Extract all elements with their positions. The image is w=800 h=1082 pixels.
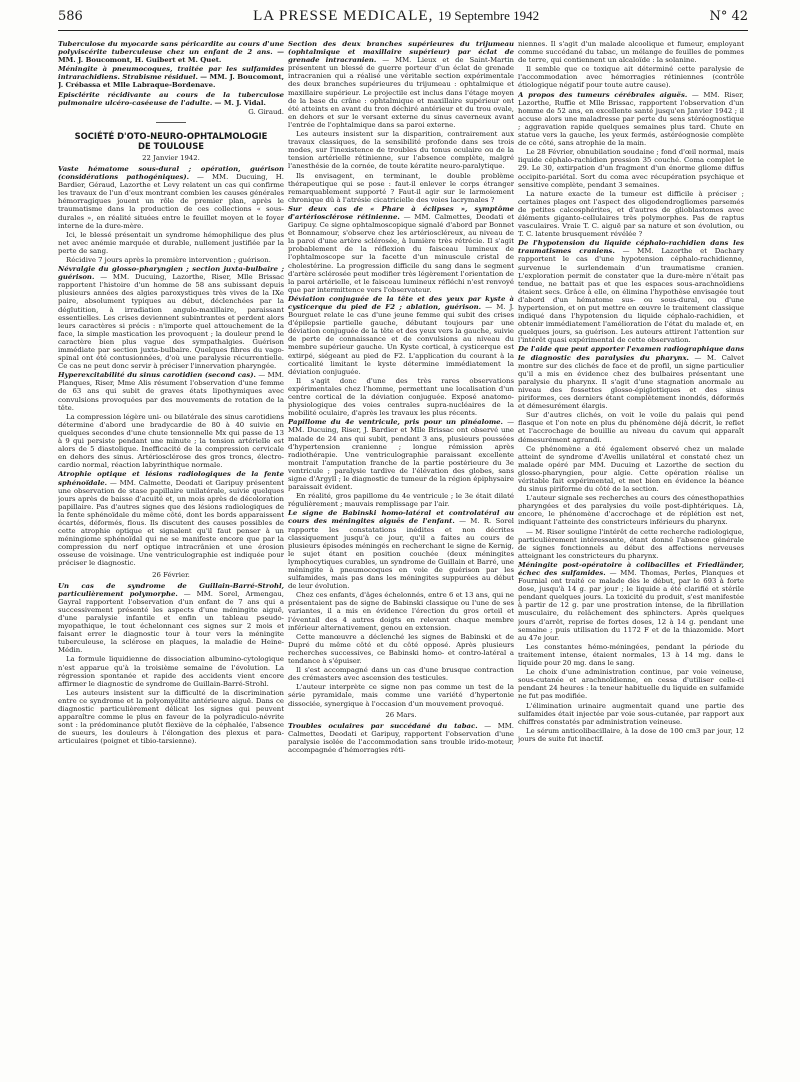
article-text: — MM. Calmette, Deodati et Garipuy présentent une observation de stase papillaire unilatérale, suivie quelques jours après de baisse d'acuité et, un mois après de décoloration papillaire. Pas d'autres signes que des lésions radiologiques de la fente sphénoïdale du même côté, dont les bords apparaissent écartés, déformés, flous. Ils discutent des causes possibles de cette atrophie optique et signalent qu'il faut penser à un méningiome sphénoïdal qui ne se manifeste encore que par la compression du nerf optique intracrânien et une érosion osseuse de voisinage. Une ventriculographie est indiquée pour préciser le diagnostic. xyxy=(58,478,284,568)
article xyxy=(518,561,744,642)
paragraph: Le 28 Février, obnubilation soudaine ; fond d'œil normal, mais liquide céphalo-rachidien pression 35 couché. Coma complet le 29. Le 30, extirpation d'un fragment d'un énorme gliome diffus occipito-pariétal. Sort du coma avec récupération psychique et sensitive complète, pendant 3 semaines. xyxy=(518,148,744,189)
article-title: Déviation conjuguée de la tête et des yeux par kyste à cysticerque du pied de F2 ; ablation, guérison. xyxy=(288,294,514,311)
article xyxy=(288,418,514,491)
column-1 xyxy=(58,40,284,1075)
article xyxy=(518,239,744,344)
article xyxy=(58,65,284,89)
article xyxy=(288,295,514,376)
paragraph: Récidive 7 jours après la première intervention ; guérison. xyxy=(66,255,271,264)
society-title-line-1: SOCIÉTÉ D'OTO-NEURO-OPHTALMOLOGIE xyxy=(74,130,268,141)
article-text: — MM. Riser, Lazorthe, Ruffie et Mlle Brissac, rapportent l'observation d'un homme de 52 ans, en excellente santé jusqu'en Janvier 1942 ; il accuse alors une maladresse par perte du sens stéréognostique ; aggravation rapide quelques semaines plus tard. Chute en statue vers la gauche, les yeux fermés, astéréognosie complète de ce côté, sans atrophie de la main. xyxy=(518,90,744,148)
article-title: Un cas de syndrome de Guillain-Barré-Strohl, particulièrement polymorphe. xyxy=(58,581,284,598)
journal-name: LA PRESSE MEDICALE, xyxy=(253,8,434,24)
column-3 xyxy=(518,40,744,1075)
article-text: — MM. Thomas, Perles, Planques et Fournial ont traité ce malade dès le début, par le 693 à forte dose, jusqu'à 14 g. par jour ; le liquide a été clarifié et stérile pendant quelques jours. La toxicité du produit, s'est manifestée à partir de 12 g. par une prostration intense, de la fibrillation musculaire, du relâchement des sphincters. Après quelques jours d'arrêt, reprise de fortes doses, 12 à 14 g. pendant une semaine ; puis utilisation du 1172 F et de la thiazomide. Mort au 47e jour. xyxy=(518,569,744,642)
article-text: — MM. Ducuing, Lazorthe, Riser, Mlle Brissac rapportent l'histoire d'un homme de 58 ans subissant depuis plusieurs années des algies paroxystiques très vives de la IXe paire, absolument typiques au début, déclenchées par la déglutition, à irradiation angulo-maxillaire, paraissant essentielles. Les crises deviennent subintrantes et perdent alors leurs caractères si précis : n'importe quel attouchement de la face, la simple mastication les provoquent ; la douleur prend le caractère bien plus vague des sympathalgies. Guérison immédiate par section juxta-bulbaire. Quelques fibres du vago-spinal ont été contusionnées, d'où une paralysie récurrentielle. Ce cas ne peut donc servir à préciser l'innervation pharyngée. xyxy=(58,273,284,371)
session-date: 26 Février. xyxy=(152,570,190,579)
article xyxy=(58,582,284,655)
article-text: — MM. Sorel, Armengau, Gayral rapportent l'observation d'un enfant de 7 ans qui a successivement présenté les aspects d'une méningite aiguë, d'une paralysie infantile et enfin un tableau pseudo-myopathique, le tout échelonnant ces signes sur 2 mois et faisant errer le diagnostic tour à tour vers la méningite tuberculeuse, la sclérose en plaques, la maladie de Heine-Médin. xyxy=(58,589,284,655)
article-title: De l'hypotension du liquide céphalo-rachidien dans les traumatismes craniens. xyxy=(518,239,744,256)
paragraph: Il s'est accompagné dans un cas d'une brusque contraction des crémasters avec ascension des testicules. xyxy=(288,666,514,683)
paragraph: Le choix d'une administration continue, par voie veineuse, sous-cutanée et arachnoïdienne, en cessa d'utiliser celle-ci pendant 24 heures : la teneur habituelle du liquide en sulfamide ne fut pas modifiée. xyxy=(518,668,744,701)
article-title: Sur deux cas de « Phare à éclipses », symptôme d'artériosclérose rétinienne. xyxy=(288,204,514,221)
journal-title xyxy=(253,8,539,25)
article xyxy=(288,722,514,754)
paragraph: La compression légère uni- ou bilatérale des sinus carotidiens détermine d'abord une bradycardie de 80 à 40 suivie en quelques secondes d'une chute tensionnelle Mx qui passe de 13 à 9 qui persiste pendant une minute ; la tension artérielle est alors de 5 diastolique. Inefficacité de la compression cervicale en dehors des sinus. Artériosclérose des gros troncs, électro-cardio normal, réaction labyrinthique normale. xyxy=(58,412,284,470)
paragraph: La formule liquidienne de dissociation albumino-cytologique n'est apparue qu'à la troisième semaine de l'évolution. La régression spontanée et rapide des accidents vient encore affirmer le diagnostic de syndrome de Guillain-Barré-Strohl. xyxy=(58,655,284,688)
article-text: — MM. Calmettes, Deodati et Garipuy. Ce signe ophtalmoscopique signalé d'abord par Bonnet et Bonnamour, s'observe chez les artérioscléreux, au niveau de la paroi d'une artère sclérosée, à lumière très rétrécie. Il s'agit probablement de la réflexion du faisceau lumineux de l'ophtalmoscope sur la facette d'un minuscule cristal de cholestérine. La progression difficile du sang dans le segment d'artère sclérosée peut modifier très légèrement l'orientation de la paroi artérielle, et le faisceau lumineux réfléchi n'est renvoyé que par intermittence vers l'observateur. xyxy=(288,212,514,294)
article-title: Papillome du 4e ventricule, pris pour un pinéalome. xyxy=(288,418,503,427)
article-title: De l'aide que peut apporter l'examen radiographique dans le diagnostic des paralysies du pharynx. xyxy=(518,345,744,362)
article xyxy=(58,40,284,64)
article-authors: — MM. J. Boucomont, H. Guibert et M. Quet. xyxy=(58,48,284,65)
article-title: Episclérite récidivante au cours de la tuberculose pulmonaire ulcéro-caséeuse de l'adulte. xyxy=(58,90,284,107)
paragraph: Sur d'autres clichés, on voit le voile du palais qui pend flasque et l'on note en plus du phénomène déjà décrit, le reflet et l'accrochage de bouillie au niveau du cavum qui apparaît démesurément agrandi. xyxy=(518,411,744,444)
society-title-line-2: DE TOULOUSE xyxy=(138,140,204,151)
article-text: — M. R. Sorel rapporte les constatations inédites et non décrites classiquement jusqu'à ce jour, qu'il a faites au cours de plusieurs épisodes méningés en recherchant le signe de Kernig, le sujet étant en position couchée (deux méningites lymphocytiques curables, un syndrome de Guillain et Barré, une méningite à pneumocoques en voie de guérison par les sulfamides, mais pas dans les méningites suppurées au début de leur évolution. xyxy=(288,517,514,591)
article-text: — MM. Ducuing, H. Bardier, Géraud, Lazorthe et Levy relatent un cas qui confirme les travaux de l'un d'eux montrant combien les causes générales hémorragiques jouent un rôle de premier plan, après le traumatisme dans la production de ces collections « sous-durales », en réalité situées entre le feuillet moyen et le foyer interne de la dure-mère. xyxy=(58,173,284,230)
page-header xyxy=(58,8,748,31)
article-text: — M. J. Bourguet relate le cas d'une jeune femme qui subit des crises d'épilepsie partielle gauche, débutant toujours par une déviation conjuguée de la tête et des yeux vers la gauche, suivie de perte de connaissance et de convulsions au niveau du membre supérieur gauche. Un Kyste cortical, à cysticerque est extirpé, siégeant au pied de F2. L'application du courant à la corticalité limitant le kyste détermine immédiatement la déviation conjuguée. xyxy=(288,303,514,376)
paragraph: Ils envisagent, en terminant, le double problème thérapeutique qui se pose : faut-il enlever le corps étranger remarquablement supporté ? Faut-il agir sur le larmoiement chronique dû à l'atrésie cicatricielle des voies lacrymales ? xyxy=(288,171,514,204)
article xyxy=(288,509,514,590)
article xyxy=(288,40,514,129)
article xyxy=(58,91,284,107)
paragraph: Il s'agit donc d'une des très rares observations expérimentales chez l'homme, permettant une localisation d'un centre cortical de la déviation conjuguée. Exposé anatomo-physiologique des voies centrales supra-nucléaires de la mobilité oculaire, d'après les travaux les plus récents. xyxy=(288,376,514,418)
paragraph: niennes. Il s'agit d'un malade alcoolique et fumeur, employant comme succédané du tabac, un mélange de feuilles de pommes de terre, qui contiennent un alcaloïde : la solanine. xyxy=(518,40,744,65)
article-title: Atrophie optique et lésions radiologiques de la fente sphénoïdale. xyxy=(58,470,284,487)
article-title: Hyperexcitabilité du sinus carotidien (second cas). xyxy=(58,371,256,380)
paragraph: Chez ces enfants, d'âges échelonnés, entre 6 et 13 ans, qui ne présentaient pas de signe de Babinski classique ou l'une de ses variantes, il a mis en évidence l'érection du gros orteil et l'éventail des 4 autres doigts en relevant chaque membre inférieur alternativement, genou en extension. xyxy=(288,591,514,632)
article xyxy=(518,91,744,148)
article-title: Section des deux branches supérieures du trijumeau (ophtalmique et maxillaire supérieur) par éclat de grenade intracranien. xyxy=(288,40,514,65)
article-title: Vaste hématome sous-dural ; opération, guérison (considérations pathogéniques). xyxy=(58,164,284,182)
society-title xyxy=(58,131,284,151)
issue-date: 19 Septembre 1942 xyxy=(438,8,540,23)
article-text: — MM. Calmettes, Deodati et Garipuy, rapportent l'observation d'une paralysie isolée de l'accommodation sans trouble irido-moteur, accompagnée d'hémorragies réti- xyxy=(288,721,514,754)
article-title: Troubles oculaires par succédané du tabac. xyxy=(288,721,478,730)
article xyxy=(58,470,284,567)
session-date: 26 Mars. xyxy=(385,710,417,719)
page-number: 586 xyxy=(58,9,83,24)
paragraph: Les auteurs insistent sur la disparition, contrairement aux travaux classiques, de la sensibilité profonde dans ses trois modes, sur l'inexistence de troubles du tonus oculaire ou de la tension artérielle rétinienne, sur l'absence complète, malgré l'anesthésie de la cornée, de toute kératite neuro-paralytique. xyxy=(288,130,514,171)
article-title: A propos des tumeurs cérébrales aiguës. xyxy=(518,90,688,99)
issue-number: N° 42 xyxy=(709,9,748,24)
paragraph: Le sérum anticolibacillaire, à la dose de 100 cm3 par jour, 12 jours de suite fut inactif. xyxy=(518,726,744,743)
paragraph: La nature exacte de la tumeur est difficile à préciser ; certaines plages ont l'aspect des oligodendrogliomes parsemés de petites calcosphérites, et d'autres de glioblastomes avec éléments giganto-cellulaires très polymorphes. Pas de raptus vasculaires. Vraie T. C. aiguë par sa nature et son évolution, ou T. C. latente brusquement révélée ? xyxy=(518,189,744,239)
paragraph: Ce phénomène a été également observé chez un malade atteint de syndrome d'Avellis unilatéral et constaté chez un malade opéré par MM. Ducuing et Lazorthe de section du glosso-pharyngien, pour algie. Cette opération réalise un véritable fait expérimental, et met bien en évidence la béance du sinus piriforme du côté de la section. xyxy=(518,444,744,494)
article-title: Méningite post-opératoire à colibacilles et Friedländer, échec des sulfamides. xyxy=(518,560,744,577)
article-text: — MM. Lazorthe et Dachary rapportent le cas d'une hypotension céphalo-rachidienne, survenue le surlendemain d'un traumatisme cranien. L'exploration permit de constater que la dure-mère n'était pas tendue, ne battait pas et que les espaces sous-arachnoïdiens étaient secs. Grâce à elle, on élimina l'hypothèse envisagée tout d'abord d'un hématome sus- ou sous-dural, ou d'une hypertension, et on put mettre en œuvre le traitement classique indiqué dans l'hypotension du liquide céphalo-rachidien, et obtenir immédiatement l'amélioration de l'état du malade et, en quelques jours, sa guérison. Les auteurs attirent l'attention sur l'intérêt quasi expérimental de cette observation. xyxy=(518,247,744,345)
paragraph: Les auteurs insistent sur la difficulté de la discrimination entre ce syndrome et la polyomyélite antérieure aiguë. Dans ce diagnostic particulièrement délicat les signes qui peuvent apparaître comme le plus en faveur de la polyradiculo-névrite sont : la prédominance plutôt flexiève de la céphalée, l'absence de sueurs, les douleurs à l'élongation des plexus et para-articulaires (poignet et tibio-tarsienne). xyxy=(58,688,284,746)
article-authors: — M. J. Vidal. xyxy=(214,98,266,107)
paragraph: Les constantes hémo-méningées, pendant la période du traitement intense, étaient normales, 13 à 14 mg. dans le liquide pour 20 mg. dans le sang. xyxy=(518,642,744,668)
paragraph: En réalité, gros papillome du 4e ventricule ; le 3e était dilaté régulièrement ; mauvais remplissage par l'air. xyxy=(288,492,514,509)
article-title: Le signe de Babinski homo-latéral et controlatéral au cours des méningites aiguës de l'enfant. xyxy=(288,509,514,526)
paragraph: Cette manœuvre a déclenché les signes de Babinski et de Dupré du même côté et du côté opposé. Après plusieurs recherches successives, ce Babinski homo- et contro-latéral a tendance à s'épuiser. xyxy=(288,632,514,666)
signature: G. Giraud. xyxy=(248,107,284,116)
article-title: Tuberculose du myocarde sans péricardite au cours d'une polyviscérite tuberculeuse chez un enfant de 2 ans. xyxy=(58,40,284,57)
paragraph: L'auteur signale ses recherches au cours des cénesthopathies pharyngées et des paralysies du voile post-diphtériques. Là, encore, le phénomène d'accrochage et de réplétion est net, indiquant l'atteinte des constricteurs inférieurs du pharynx. xyxy=(518,494,744,527)
article xyxy=(518,345,744,410)
column-2 xyxy=(288,40,514,1075)
article xyxy=(58,165,284,230)
paragraph: — M. Riser souligne l'intérêt de cette recherche radiologique, particulièrement intéressante, étant donné l'absence générale de signes fonctionnels au début des affections nerveuses atteignant les constricteurs du pharynx. xyxy=(518,527,744,560)
paragraph: L'auteur interprète ce signe non pas comme un test de la série pyramidale, mais comme une variété d'hypertonie dissociée, synergique à l'occasion d'un mouvement provoqué. xyxy=(288,683,514,708)
session-date: 22 Janvier 1942. xyxy=(142,153,200,162)
article-title: Méningite à pneumocoques, traitée par les sulfamides intrarachidiens. Strabisme résiduel. xyxy=(58,65,284,82)
article-title: Névralgie du glosso-pharyngien ; section juxta-bulbaire ; guérison. xyxy=(58,265,284,282)
article xyxy=(288,205,514,294)
article-authors: — MM. J. Boucomont, J. Crébassa et Mlle Labraque-Bordenave. xyxy=(58,73,284,90)
article-text: — MM. Planques, Riser, Mme Alis résument l'observation d'une femme de 63 ans qui subit de graves états lipothymiques avec convulsions provoquées par des mouvements de rotation de la tête. xyxy=(58,371,284,412)
article-text: — MM. Lieux et de Saint-Martin présentent un blessé de guerre porteur d'un éclat de grenade intracranien qui a réalisé une véritable section expérimentale des deux branches supérieures du trijumeau : ophtalmique et maxillaire supérieur. Le projectile est inclus dans l'étage moyen de la base du crâne : ophtalmique et maxillaire supérieur ont été atteints en avant du tron déchiré antérieur et du trou ovale, en dehors et sur le versant externe du sinus caverneux avant l'entrée de l'ophtalmique dans sa paroi externe. xyxy=(288,56,514,129)
article xyxy=(58,371,284,411)
article-text: — MM. Ducuing, Riser, J. Bardier et Mlle Brissac ont observé une malade de 24 ans qui subit, pendant 3 ans, plusieurs poussées d'hypertension cranienne ; longue rémission après radiothérapie. Une ventriculographie paraissant excellente montrait l'amputation franche de la partie postérieure du 3e ventricule ; paralysie tardive de l'élévation des globes, sans signe d'Argyll ; le diagnostic de tumeur de la région épiphysaire paraissait évident. xyxy=(288,418,514,492)
article-text: — M. Calvet montre sur des clichés de face et de profil, un signe particulier qu'il a mis en évidence chez des bulbaires présentant une paralysie du pharynx. Il s'agit d'une stagnation anormale au niveau des fossettes glosso-épiglottiques et des sinus piriformes, ces derniers étant complètement inondés, déformés et démesurément élargis. xyxy=(518,353,744,411)
divider xyxy=(156,122,186,123)
paragraph: L'élimination urinaire augmentait quand une partie des sulfamides était injectée par voie sous-cutanée, par rapport aux chiffres constatés par administration veineuse. xyxy=(518,701,744,726)
paragraph: Ici, le blessé présentait un syndrome hémophilique des plus net avec anémie marquée et durable, nullement justifiée par la perte de sang. xyxy=(58,230,284,255)
paragraph: Il semble que ce toxique ait déterminé cette paralysie de l'accommodation avec hémorragies rétiniennes (contrôle étiologique négatif pour toute autre cause). xyxy=(518,65,744,90)
article xyxy=(58,265,284,370)
